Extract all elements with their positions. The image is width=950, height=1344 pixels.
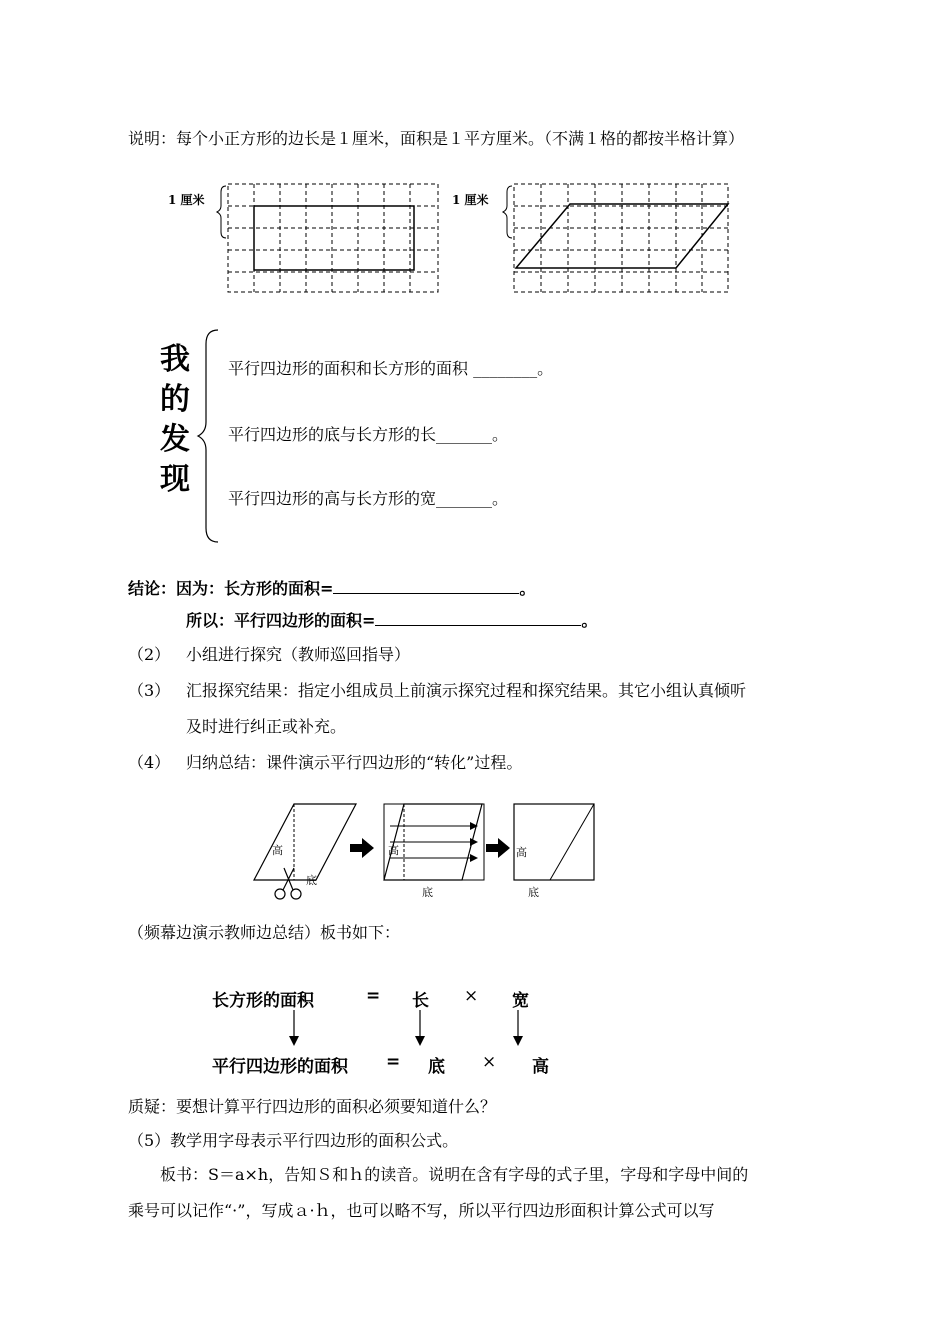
base-label: 底 (528, 886, 539, 899)
formula-row1-eq: = (366, 986, 381, 1006)
conclusion-line-2 (186, 608, 597, 631)
rectangle-shape (254, 206, 414, 270)
paragraph-line: 板书：S＝a×h，告知Ｓ和ｈ的读音。说明在含有字母的式子里，字母和字母中间的 (160, 1165, 749, 1184)
step-num: （3） (128, 681, 171, 700)
paragraph-line: 乘号可以记作“·”，写成ａ·ｈ，也可以略不写，所以平行四边形面积计算公式可以写 (128, 1201, 715, 1220)
discovery-char: 现 (160, 462, 190, 497)
grid-figures (150, 176, 750, 306)
right-arrow-icon (350, 838, 374, 858)
grid-label-left: 1 厘米 (168, 193, 205, 207)
step-num: （4） (128, 753, 171, 772)
discovery-char: 发 (160, 422, 190, 457)
formula-row2-left: 平行四边形的面积 (212, 1057, 348, 1077)
blank-line (333, 579, 519, 594)
height-label: 高 (388, 844, 399, 857)
base-label: 底 (422, 886, 433, 899)
formula-row1-a: 长 (412, 991, 429, 1011)
formula-row1-left: 长方形的面积 (212, 991, 314, 1011)
formula-row2-b: 高 (532, 1057, 549, 1077)
height-label: 高 (516, 846, 527, 859)
step5-line: （5）教学用字母表示平行四边形的面积公式。 (128, 1131, 459, 1150)
formula-row2-times: × (482, 1052, 497, 1072)
conclusion-prefix: 结论：因为：长方形的面积= (128, 579, 334, 598)
formula-arrows (280, 1008, 540, 1048)
blank-line (375, 611, 581, 626)
formula-row2-a: 底 (428, 1057, 445, 1077)
base-label: 底 (306, 874, 317, 887)
discovery-line: 平行四边形的高与长方形的宽_______。 (228, 489, 509, 508)
discovery-char: 我 (160, 342, 190, 377)
formula-row2-eq: = (386, 1052, 401, 1072)
step-text: 小组进行探究（教师巡回指导） (186, 645, 411, 664)
discovery-char: 的 (160, 382, 190, 417)
question-line: 质疑：要想计算平行四边形的面积必须要知道什么？ (128, 1097, 497, 1116)
scissors-icon (275, 868, 301, 899)
note-line: 说明：每个小正方形的边长是１厘米，面积是１平方厘米。（不满１格的都按半格计算） (128, 129, 745, 148)
step-num: （2） (128, 645, 171, 664)
curly-brace (196, 328, 226, 544)
height-label: 高 (272, 844, 283, 857)
grid-label-right: 1 厘米 (452, 193, 489, 207)
step-text: 归纳总结：课件演示平行四边形的“转化”过程。 (186, 753, 523, 772)
grid-right (514, 184, 728, 292)
conclusion-suffix: 。 (581, 611, 598, 630)
conclusion-line-1 (128, 576, 535, 599)
formula-row1-b: 宽 (512, 991, 529, 1011)
discovery-line: 平行四边形的底与长方形的长_______。 (228, 425, 509, 444)
transformation-figure (250, 800, 600, 904)
discovery-line: 平行四边形的面积和长方形的面积 ________。 (228, 359, 554, 378)
board-intro: （频幕边演示教师边总结）板书如下： (128, 923, 401, 942)
grid-left (228, 184, 438, 292)
step-text: 汇报探究结果：指定小组成员上前演示探究过程和探究结果。其它小组认真倾听 (186, 681, 747, 700)
conclusion-prefix: 所以：平行四边形的面积= (186, 611, 376, 630)
formula-row1-times: × (464, 986, 479, 1006)
right-arrow-icon (486, 838, 510, 858)
conclusion-suffix: 。 (519, 579, 536, 598)
discovery-title (158, 340, 192, 500)
step-text: 及时进行纠正或补充。 (186, 717, 347, 736)
